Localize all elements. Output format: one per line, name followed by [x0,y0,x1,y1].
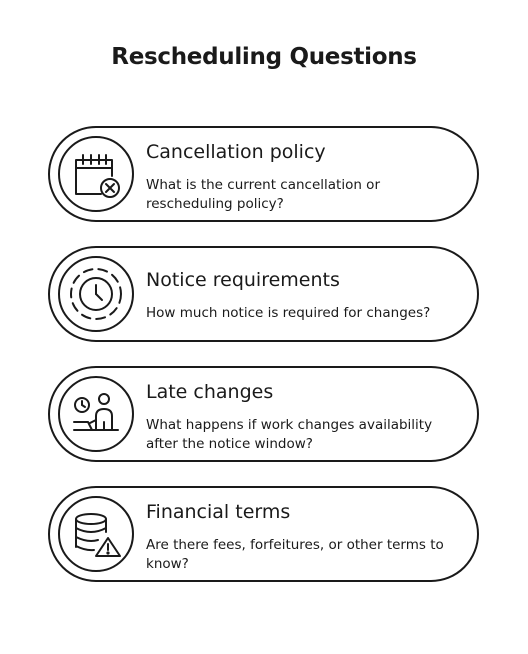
card-description: Are there fees, forfeitures, or other terms to know? [146,537,444,572]
person-clock-icon [60,378,132,450]
card-title: Cancellation policy [146,141,326,163]
card-notice-requirements [48,246,479,342]
card-title: Late changes [146,381,274,403]
calendar-cancel-icon [60,138,132,210]
card-title: Notice requirements [146,269,340,291]
icon-badge [58,376,134,452]
card-description: What is the current cancellation or rescheduling policy? [146,177,380,212]
card-title: Financial terms [146,501,291,523]
card-description: What happens if work changes availability after the notice window? [146,417,433,452]
icon-badge [58,256,134,332]
card-financial-terms [48,486,479,582]
clock-icon [60,258,132,330]
icon-badge [58,496,134,572]
coins-warning-icon [60,498,132,570]
card-late-changes [48,366,479,462]
icon-badge [58,136,134,212]
card-description: How much notice is required for changes? [146,305,431,321]
card-cancellation-policy [48,126,479,222]
page-title: Rescheduling Questions [111,44,417,70]
